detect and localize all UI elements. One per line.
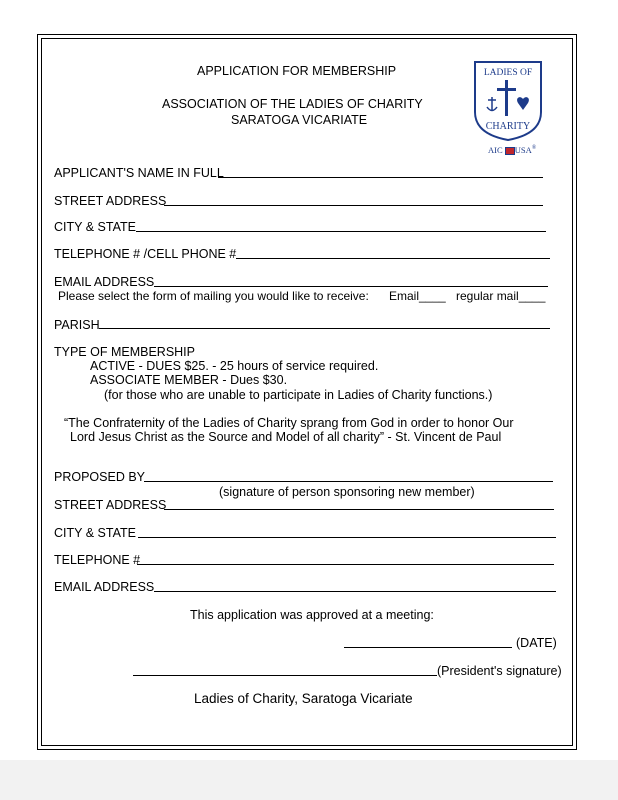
approval-statement: This application was approved at a meeting: (190, 608, 434, 622)
aic-text: AIC (488, 145, 503, 155)
applicant-street-field[interactable] (164, 205, 543, 206)
approval-date-field[interactable] (344, 647, 512, 648)
membership-active: ACTIVE - DUES $25. - 25 hours of service required. (90, 359, 379, 373)
vincent-quote-line2: Lord Jesus Christ as the Source and Model of all charity” - St. Vincent de Paul (70, 430, 502, 444)
aic-flag-icon (505, 147, 515, 155)
footer-organization: Ladies of Charity, Saratoga Vicariate (194, 691, 413, 706)
proposed-by-field[interactable] (144, 481, 553, 482)
applicant-city-label: CITY & STATE (54, 220, 136, 234)
ladies-of-charity-logo (473, 60, 543, 142)
logo-top-text: LADIES OF (483, 68, 533, 78)
president-signature-label: (President's signature) (437, 664, 562, 678)
sponsor-city-field[interactable] (138, 537, 556, 538)
applicant-name-label: APPLICANT'S NAME IN FULL (54, 166, 224, 180)
proposed-by-note: (signature of person sponsoring new member) (219, 485, 475, 499)
usa-text: USA (514, 145, 532, 155)
applicant-phone-field[interactable] (236, 258, 550, 259)
org-name-line2: SARATOGA VICARIATE (231, 113, 368, 127)
membership-associate: ASSOCIATE MEMBER - Dues $30. (90, 373, 288, 387)
sponsor-email-label: EMAIL ADDRESS (54, 580, 155, 594)
mailing-email-option[interactable]: Email____ (389, 289, 446, 303)
proposed-by-label: PROPOSED BY (54, 470, 145, 484)
aic-usa-mark (488, 145, 536, 155)
parish-label: PARISH (54, 318, 100, 332)
page-bottom-edge (0, 760, 618, 800)
sponsor-street-field[interactable] (164, 509, 554, 510)
mailing-preference-prompt: Please select the form of mailing you would like to receive: (58, 289, 369, 303)
applicant-street-label: STREET ADDRESS (54, 194, 167, 208)
mailing-regular-option[interactable]: regular mail____ (456, 289, 546, 303)
cross-icon (505, 80, 508, 116)
logo-bottom-text: CHARITY (485, 121, 531, 132)
membership-heading: TYPE OF MEMBERSHIP (54, 345, 195, 359)
sponsor-phone-label: TELEPHONE # (54, 553, 141, 567)
registered-mark: ® (531, 145, 537, 152)
applicant-email-field[interactable] (154, 286, 548, 287)
sponsor-street-label: STREET ADDRESS (54, 498, 167, 512)
form-title: APPLICATION FOR MEMBERSHIP (197, 64, 397, 78)
president-signature-field[interactable] (133, 675, 437, 676)
membership-associate-note: (for those who are unable to participate in Ladies of Charity functions.) (104, 388, 493, 402)
sponsor-email-field[interactable] (154, 591, 556, 592)
applicant-city-field[interactable] (136, 231, 546, 232)
parish-field[interactable] (99, 328, 550, 329)
vincent-quote-line1: “The Confraternity of the Ladies of Charity sprang from God in order to honor Our (64, 416, 514, 430)
applicant-email-label: EMAIL ADDRESS (54, 275, 155, 289)
sponsor-city-label: CITY & STATE (54, 526, 136, 540)
approval-date-label: (DATE) (516, 636, 557, 650)
sponsor-phone-field[interactable] (137, 564, 554, 565)
applicant-name-field[interactable] (218, 177, 543, 178)
applicant-phone-label: TELEPHONE # /CELL PHONE # (54, 247, 237, 261)
org-name-line1: ASSOCIATION OF THE LADIES OF CHARITY (162, 97, 423, 111)
